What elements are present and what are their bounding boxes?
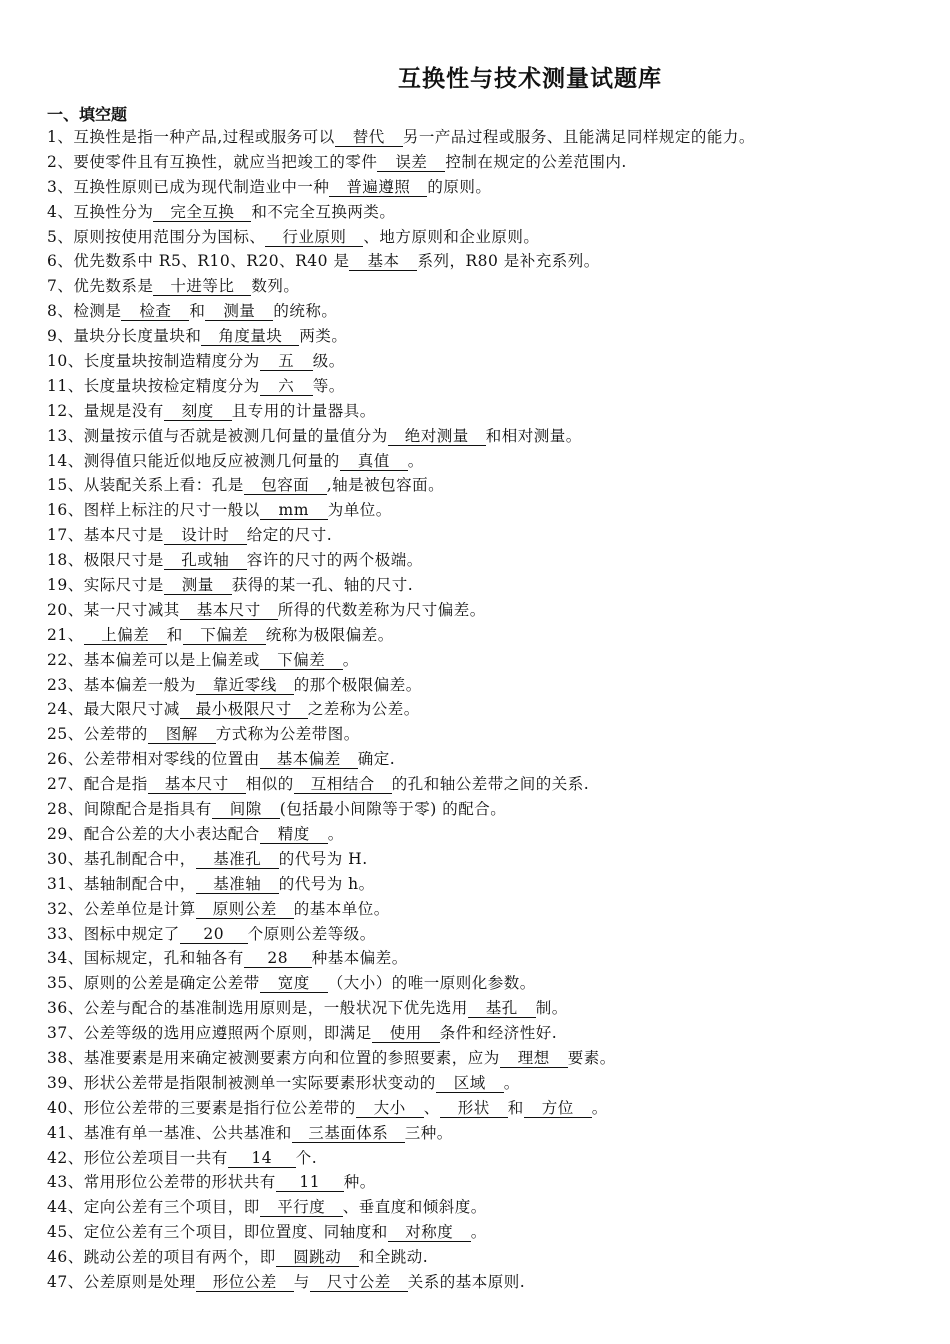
question-item [47,747,927,772]
question-text: 制。 [535,999,568,1018]
question-text: 形状公差带是指限制被测单一实际要素形状变动的 [83,1073,436,1092]
question-text: 形位公差项目一共有 [83,1148,228,1167]
question-text: 公差单位是计算 [83,899,196,918]
question-text: (包括最小间隙等于零) 的配合。 [279,800,507,819]
question-text: ,轴是被包容面。 [326,476,445,495]
question-text: 。 [591,1098,608,1117]
question-item [47,374,927,399]
question-number: 33、 [47,924,84,943]
question-number: 22、 [47,650,84,669]
question-text: 获得的某一孔、轴的尺寸. [231,576,414,595]
question-text: 国标规定，孔和轴各有 [83,949,244,968]
question-number: 2、 [47,152,74,171]
answer-blank: 方位 [524,1100,592,1118]
question-text: 另一产品过程或服务、且能满足同样规定的能力。 [402,128,755,146]
question-text: 为单位。 [327,501,392,520]
question-number: 40、 [47,1098,84,1117]
answer-blank: 尺寸公差 [310,1274,408,1292]
question-text: 间隙配合是指具有 [83,800,212,819]
question-item [47,150,927,175]
question-item [47,1146,927,1171]
answer-blank: 互相结合 [294,776,392,794]
answer-blank: 理想 [500,1050,568,1068]
question-item [47,399,927,424]
question-text: 公差与配合的基准制选用原则是，一般状况下优先选用 [83,999,468,1018]
question-number: 46、 [47,1248,84,1267]
question-text: 长度量块按制造精度分为 [83,352,260,371]
answer-blank: 精度 [260,826,328,844]
answer-blank: 基本偏差 [260,751,358,769]
question-text: 定位公差有三个项目，即位置度、同轴度和 [83,1223,388,1242]
question-item [47,897,927,922]
answer-blank: 宽度 [260,975,328,993]
question-number: 13、 [47,426,84,445]
question-text: 长度量块按检定精度分为 [83,376,260,395]
question-text: 种基本偏差。 [311,949,408,968]
answer-blank: 基准孔 [196,851,279,869]
question-text: 、 [423,1098,440,1117]
question-number: 38、 [47,1048,84,1067]
question-text: 三种。 [404,1123,453,1142]
question-text: 数列。 [251,277,300,296]
question-item [47,648,927,673]
answer-blank: 完全互换 [153,204,251,222]
question-text: 实际尺寸是 [83,576,164,595]
question-text: 条件和经济性好. [439,1024,558,1043]
answer-blank: 对称度 [388,1224,471,1242]
question-text: 配合公差的大小表达配合 [83,824,260,843]
question-item [47,523,927,548]
question-item [47,1021,927,1046]
question-text: 定向公差有三个项目，即 [83,1198,260,1217]
answer-blank: 基本尺寸 [148,776,246,794]
answer-blank: 测量 [164,577,232,595]
question-number: 31、 [47,874,84,893]
question-text: 之差称为公差。 [307,700,420,719]
question-text: 公差原则是处理 [83,1272,196,1291]
question-text: 容许的尺寸的两个极端。 [246,551,423,570]
question-text: 确定. [357,750,396,769]
question-number: 17、 [47,526,84,545]
question-text: 测得值只能近似地反应被测几何量的 [83,451,340,470]
question-number: 27、 [47,775,84,794]
answer-blank: 大小 [356,1100,424,1118]
question-text: 互换性原则已成为现代制造业中一种 [73,177,330,196]
page-title: 互换性与技术测量试题库 [398,66,662,92]
question-number: 3、 [47,177,74,196]
question-text: 互换性分为 [73,202,154,221]
question-number: 12、 [47,401,84,420]
question-text: 原则按使用范围分为国标、 [73,227,266,246]
question-text: 基本尺寸是 [83,526,164,545]
question-text: 控制在规定的公差范围内. [445,152,627,171]
question-list [47,125,927,1295]
question-number: 7、 [47,277,74,296]
question-text: 相似的 [245,775,294,794]
question-text: 的代号为 h。 [278,874,375,893]
answer-blank: 普遍遵照 [329,179,427,197]
question-text: 极限尺寸是 [83,551,164,570]
question-item [47,673,927,698]
question-item [47,946,927,971]
answer-blank: 真值 [340,453,408,471]
answer-blank: mm [260,502,328,520]
question-text: （大小）的唯一原则化参数。 [327,974,536,993]
question-item [47,1270,927,1295]
question-item [47,1170,927,1195]
answer-blank: 三基面体系 [292,1125,405,1143]
answer-blank: 20 [180,926,248,944]
question-item [47,200,927,225]
question-number: 29、 [47,824,84,843]
question-item [47,498,927,523]
answer-blank: 基本 [349,253,417,271]
question-item [47,1046,927,1071]
answer-blank: 原则公差 [196,901,294,919]
answer-blank: 五 [260,353,313,371]
question-item [47,225,927,250]
question-text: 的原则。 [427,177,492,196]
question-text: 。 [407,451,424,470]
question-text: 某一尺寸减其 [83,600,180,619]
question-number: 21、 [47,625,84,644]
answer-blank: 28 [244,950,312,968]
question-item [47,797,927,822]
answer-blank: 角度量块 [201,328,299,346]
question-text: 互换性是指一种产品,过程或服务可以 [73,128,335,146]
question-number: 6、 [47,252,74,271]
question-item [47,971,927,996]
question-text: 的孔和轴公差带之间的关系. [391,775,590,794]
question-text: 系列，R80 是补充系列。 [417,252,600,271]
question-item [47,847,927,872]
question-text: 形位公差带的三要素是指行位公差带的 [83,1098,356,1117]
answer-blank: 下偏差 [260,652,343,670]
question-number: 42、 [47,1148,84,1167]
question-item [47,349,927,374]
answer-blank: 间隙 [212,801,280,819]
answer-blank: 14 [228,1150,296,1168]
question-text: 量规是没有 [83,401,164,420]
question-number: 41、 [47,1123,84,1142]
question-text: 和 [189,302,206,321]
question-text: 配合是指 [83,775,148,794]
question-text: 的基本单位。 [293,899,390,918]
answer-blank: 设计时 [164,527,247,545]
question-text: 优先数系中 R5、R10、R20、R40 是 [73,252,350,271]
question-text: 基轴制配合中， [83,874,196,893]
question-number: 39、 [47,1073,84,1092]
question-number: 45、 [47,1223,84,1242]
question-number: 9、 [47,327,74,346]
question-item [47,1220,927,1245]
question-number: 43、 [47,1173,84,1192]
answer-blank: 十进等比 [153,278,251,296]
question-text: 种。 [343,1173,376,1192]
question-text: 量块分长度量块和 [73,327,202,346]
answer-blank: 行业原则 [265,229,363,247]
answer-blank: 刻度 [164,403,232,421]
question-number: 35、 [47,974,84,993]
question-number: 26、 [47,750,84,769]
question-text: 和 [507,1098,524,1117]
question-text: 最大限尺寸减 [83,700,180,719]
question-text: 图样上标注的尺寸一般以 [83,501,260,520]
question-text: 和相对测量。 [485,426,582,445]
question-number: 30、 [47,849,84,868]
question-item [47,548,927,573]
question-number: 4、 [47,202,74,221]
question-text: 、垂直度和倾斜度。 [342,1198,487,1217]
answer-blank: 区域 [436,1075,504,1093]
answer-blank: 孔或轴 [164,552,247,570]
question-text: 给定的尺寸. [246,526,333,545]
question-item [47,772,927,797]
question-text: 统称为极限偏差。 [265,625,394,644]
question-text: 的统称。 [273,302,338,321]
question-text: 个原则公差等级。 [247,924,376,943]
question-item [47,872,927,897]
question-text: 所得的代数差称为尺寸偏差。 [277,600,486,619]
question-text: 测量按示值与否就是被测几何量的量值分为 [83,426,388,445]
question-text: 。 [327,824,344,843]
question-number: 25、 [47,725,84,744]
question-text: 检测是 [73,302,122,321]
question-item [47,1195,927,1220]
question-text: 基准有单一基准、公共基准和 [83,1123,292,1142]
question-number: 19、 [47,576,84,595]
question-item [47,1121,927,1146]
question-number: 10、 [47,352,84,371]
question-number: 16、 [47,501,84,520]
question-text: 两类。 [299,327,348,346]
question-text: 优先数系是 [73,277,154,296]
question-number: 5、 [47,227,74,246]
question-text: 且专用的计量器具。 [231,401,376,420]
answer-blank: 基孔 [468,1000,536,1018]
question-item [47,922,927,947]
question-item [47,722,927,747]
question-number: 28、 [47,800,84,819]
section-heading: 一、填空题 [47,105,128,124]
answer-blank: 上偏差 [84,627,167,645]
question-number: 37、 [47,1024,84,1043]
answer-blank: 测量 [205,303,273,321]
answer-blank: 形位公差 [196,1274,294,1292]
question-text: 、地方原则和企业原则。 [363,227,540,246]
question-number: 1、 [47,128,74,146]
question-item [47,125,927,150]
question-item [47,1096,927,1121]
answer-blank: 靠近零线 [196,677,294,695]
question-item [47,324,927,349]
question-item [47,175,927,200]
question-text: 要素。 [567,1048,616,1067]
question-item [47,996,927,1021]
question-number: 8、 [47,302,74,321]
question-text: 与 [293,1272,310,1291]
answer-blank: 六 [260,378,313,396]
question-text: 常用形位公差带的形状共有 [83,1173,276,1192]
answer-blank: 最小极限尺寸 [180,701,308,719]
question-number: 44、 [47,1198,84,1217]
question-number: 18、 [47,551,84,570]
question-text: 等。 [312,376,345,395]
question-text: 。 [503,1073,520,1092]
question-item [47,697,927,722]
question-number: 11、 [47,376,84,395]
question-text: 的那个极限偏差。 [293,675,422,694]
question-text: 公差带相对零线的位置由 [83,750,260,769]
answer-blank: 下偏差 [183,627,266,645]
question-text: 。 [342,650,359,669]
question-text: 级。 [312,352,345,371]
question-item [47,822,927,847]
question-text: 和全跳动. [358,1248,429,1267]
answer-blank: 替代 [335,129,403,147]
answer-blank: 误差 [377,154,445,172]
question-number: 34、 [47,949,84,968]
question-number: 24、 [47,700,84,719]
question-number: 15、 [47,476,84,495]
question-text: 的代号为 H. [278,849,368,868]
question-number: 36、 [47,999,84,1018]
answer-blank: 基本尺寸 [180,602,278,620]
question-item [47,449,927,474]
question-number: 14、 [47,451,84,470]
question-text: 基本偏差一般为 [83,675,196,694]
question-text: 。 [470,1223,487,1242]
question-text: 从装配关系上看：孔是 [83,476,244,495]
question-number: 20、 [47,600,84,619]
question-text: 和不完全互换两类。 [251,202,396,221]
question-item [47,1071,927,1096]
question-text: 基本偏差可以是上偏差或 [83,650,260,669]
question-text: 基孔制配合中， [83,849,196,868]
question-item [47,274,927,299]
question-number: 23、 [47,675,84,694]
answer-blank: 检查 [121,303,189,321]
question-text: 方式称为公差带图。 [215,725,360,744]
question-item [47,573,927,598]
answer-blank: 使用 [372,1025,440,1043]
question-text: 要使零件且有互换性，就应当把竣工的零件 [73,152,378,171]
question-text: 和 [166,625,183,644]
answer-blank: 包容面 [244,477,327,495]
question-text: 原则的公差是确定公差带 [83,974,260,993]
question-text: 图标中规定了 [83,924,180,943]
answer-blank: 形状 [440,1100,508,1118]
question-item [47,473,927,498]
question-item [47,598,927,623]
question-number: 47、 [47,1272,84,1291]
answer-blank: 圆跳动 [276,1249,359,1267]
question-text: 个. [295,1148,318,1167]
question-number: 32、 [47,899,84,918]
answer-blank: 图解 [148,726,216,744]
answer-blank: 11 [276,1174,344,1192]
question-item [47,249,927,274]
question-item [47,424,927,449]
question-item [47,299,927,324]
question-text: 公差等级的选用应遵照两个原则，即满足 [83,1024,372,1043]
question-text: 基准要素是用来确定被测要素方向和位置的参照要素，应为 [83,1048,500,1067]
answer-blank: 基准轴 [196,876,279,894]
question-text: 关系的基本原则. [407,1272,526,1291]
question-text: 公差带的 [83,725,148,744]
answer-blank: 绝对测量 [388,428,486,446]
answer-blank: 平行度 [260,1199,343,1217]
question-text: 跳动公差的项目有两个，即 [83,1248,276,1267]
question-item [47,623,927,648]
question-item [47,1245,927,1270]
